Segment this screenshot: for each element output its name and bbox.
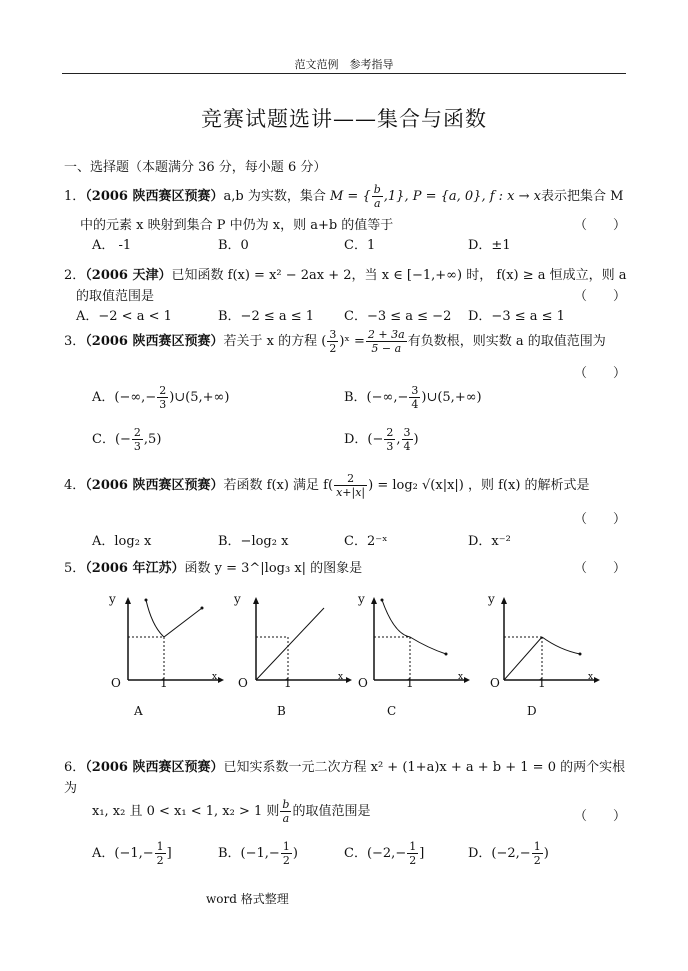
graph-a-curve-left (146, 600, 164, 637)
q1-num: 1． (64, 189, 86, 204)
q6-line3 (92, 798, 370, 825)
q1-source: （2006 陕西赛区预赛） (85, 189, 224, 204)
q3-answer-paren: （ ） (574, 366, 627, 381)
q3-opt-d-pre: D．(− (344, 432, 384, 447)
q3-opt-d-frac2 (402, 426, 413, 453)
graph-a-label: A (134, 704, 143, 718)
q3-opt-a-pre: A．(−∞,− (92, 390, 157, 405)
q1-fraction (372, 183, 383, 210)
q6-opt-a-pre: A．(−1,− (92, 846, 154, 861)
q2-opt-c: C．−3 ≤ a ≤ −2 (344, 309, 452, 324)
page-footer: word 格式整理 (206, 892, 289, 906)
graph-c-end-right (445, 653, 448, 656)
q2-stem (64, 264, 627, 283)
q3-opt-d-frac1 (384, 426, 395, 453)
q6-stem (64, 756, 625, 775)
q1-line2: 中的元素 x 映射到集合 P 中仍为 x，则 a+b 的值等于 (80, 218, 394, 233)
graph-c-ylabel: y (358, 592, 365, 606)
q6-opt-a-den: 2 (156, 854, 164, 867)
q1-frac-num: b (373, 183, 381, 196)
q3-opt-a (92, 384, 229, 411)
q1-stem (64, 183, 623, 210)
graph-c-curve (382, 600, 446, 654)
q3-opt-d-num1: 2 (386, 426, 394, 439)
q1-set-p: ,1}, P = {a, 0}, f : x → x (383, 189, 541, 204)
graph-b-y-arrow (253, 597, 259, 604)
q5-stem (64, 557, 362, 576)
graph-b-label: B (277, 704, 286, 718)
q4-opt-b: B．−log₂ x (218, 534, 289, 549)
q6-opt-d-post: ) (543, 846, 549, 861)
q6-opt-d-frac (532, 840, 543, 867)
q6-answer-paren: （ ） (574, 809, 627, 824)
q6-fraction (280, 798, 291, 825)
q5-source: （2006 年江苏） (85, 561, 185, 576)
q6-line2: 为 (64, 781, 78, 796)
q6-opt-d-den: 2 (533, 854, 541, 867)
q3-opt-a-post: )∪(5,+∞) (169, 390, 230, 405)
graph-a-x-arrow (218, 677, 224, 683)
q3-frac-rhs-den: 5 − a (371, 342, 402, 355)
q2-opt-d: D．−3 ≤ a ≤ 1 (468, 309, 565, 324)
graph-c-x-arrow (464, 677, 470, 683)
q3-opt-d: D．(− $\frac{2}{3}$ , $\frac{3}{4}$ ) (344, 426, 419, 453)
q2-opt-a: A．−2 < a < 1 (76, 309, 172, 324)
q4-num: 4． (64, 478, 86, 493)
graph-d-ylabel: y (488, 592, 495, 606)
q3-text-c: 有负数根，则实数 a 的取值范围为 (407, 334, 606, 349)
q3-text-a: 若关于 x 的方程 ( (223, 334, 327, 349)
q3-opt-c-num: 2 (133, 426, 141, 439)
graph-a-xlabel: x (212, 672, 218, 682)
q2-source: （2006 天津） (85, 268, 172, 283)
graph-c-origin: O (358, 676, 368, 690)
q6-opt-b-frac (281, 840, 292, 867)
q3-stem (64, 328, 606, 355)
graph-d-origin: O (490, 676, 500, 690)
q1-frac-den: a (373, 197, 381, 210)
q3-opt-c (92, 426, 161, 453)
q3-opt-a-frac (157, 384, 168, 411)
q1-text-c: 表示把集合 M (541, 189, 624, 204)
q1-text-a: a,b 为实数，集合 (223, 189, 326, 204)
graph-a-end-right (201, 607, 204, 610)
q3-frac-base (327, 328, 338, 355)
q5-answer-paren: （ ） (574, 561, 627, 576)
q3-opt-c-den: 3 (133, 440, 141, 453)
q3-source: （2006 陕西赛区预赛） (85, 334, 224, 349)
q3-opt-d-post: ) (413, 432, 419, 447)
q3-frac-base-num: 3 (329, 328, 337, 341)
q2-answer-paren: （ ） (574, 289, 627, 304)
q4-frac-num: 2 (334, 472, 367, 486)
q1-answer-paren: （ ） (574, 218, 627, 233)
q4-text-b: ) = log₂ √(x|x|) ，则 f(x) 的解析式是 (368, 478, 590, 493)
graph-a-origin: O (111, 676, 121, 690)
q3-opt-d-den1: 3 (386, 440, 394, 453)
graph-d-y-arrow (501, 597, 507, 604)
q6-opt-b-num: 1 (282, 840, 290, 853)
q1-opt-a: A． -1 (92, 238, 132, 253)
graph-d-curve (542, 637, 580, 654)
q6-opt-c-post: ] (419, 846, 425, 861)
graph-b-line (256, 608, 324, 680)
q3-frac-rhs (366, 328, 407, 355)
section-heading: 一、选择题（本题满分 36 分，每小题 6 分） (64, 160, 327, 175)
graph-d-line (504, 637, 542, 680)
q3-opt-a-num: 2 (159, 384, 167, 397)
q3-opt-b-pre: B．(−∞,− (344, 390, 409, 405)
q4-source: （2006 陕西赛区预赛） (85, 478, 224, 493)
graph-a-curve-right (164, 608, 202, 637)
graph-c-xlabel: x (458, 672, 464, 682)
q6-num: 6． (64, 760, 86, 775)
q6-opt-a-num: 1 (156, 840, 164, 853)
graph-b-one: 1 (284, 676, 292, 690)
q4-opt-c: C．2⁻ˣ (344, 534, 388, 549)
q6-opt-c-den: 2 (409, 854, 417, 867)
q1-opt-c: C．1 (344, 238, 376, 253)
q4-text-a: 若函数 f(x) 满足 f( (223, 478, 334, 493)
q4-opt-d: D．x⁻² (468, 534, 511, 549)
page-header: 范文范例 参考指导 (294, 58, 394, 71)
q3-opt-b-den: 4 (411, 398, 419, 411)
graph-d-xlabel: x (588, 672, 594, 682)
q3-frac-rhs-num: 2 + 3a (367, 328, 405, 341)
q6-frac-den: a (282, 812, 290, 825)
q6-opt-a-frac (155, 840, 166, 867)
graph-d-label: D (527, 704, 537, 718)
page-title: 竞赛试题选讲——集合与函数 (201, 107, 487, 131)
q3-opt-d-den2: 4 (403, 440, 411, 453)
graph-d-x-arrow (594, 677, 600, 683)
graph-c-end-left (381, 599, 384, 602)
q2-num: 2． (64, 268, 86, 283)
q6-opt-c-frac (407, 840, 418, 867)
q4-opt-a: A．log₂ x (92, 534, 152, 549)
q2-line2: 的取值范围是 (76, 289, 155, 304)
q6-opt-b-post: ) (292, 846, 298, 861)
q3-num: 3． (64, 334, 86, 349)
q3-text-b: )ˣ = (339, 334, 365, 349)
q4-answer-paren: （ ） (574, 512, 627, 527)
q5-num: 5． (64, 561, 86, 576)
q5-text: 函数 y = 3^|log₃ x| 的图象是 (184, 561, 363, 576)
graph-b-ylabel: y (234, 592, 241, 606)
q3-opt-c-pre: C．(− (92, 432, 131, 447)
q6-opt-d-pre: D．(−2,− (468, 846, 531, 861)
q6-opt-b (218, 840, 298, 867)
graph-c-y-arrow (371, 597, 377, 604)
header-rule (62, 73, 626, 74)
q6-opt-c (344, 840, 424, 867)
graph-a-ylabel: y (109, 592, 116, 606)
q6-opt-a (92, 840, 172, 867)
q2-opt-b: B．−2 ≤ a ≤ 1 (218, 309, 315, 324)
q1-opt-d: D．±1 (468, 238, 511, 253)
q6-opt-b-pre: B．(−1,− (218, 846, 280, 861)
q3-frac-base-den: 2 (329, 342, 337, 355)
q3-opt-b-frac (409, 384, 420, 411)
q6-text: 已知实系数一元二次方程 x² + (1+a)x + a + b + 1 = 0 的两个实根 (223, 760, 626, 775)
q3-opt-d-num2: 3 (403, 426, 411, 439)
q4-fraction (334, 472, 367, 499)
q2-text: 已知函数 f(x) = x² − 2ax + 2，当 x ∈ [−1,+∞) 时， f(x) ≥ a 恒成立，则 a (171, 268, 627, 283)
q6-opt-b-den: 2 (282, 854, 290, 867)
graph-a-y-arrow (125, 597, 131, 604)
graph-b-xlabel: x (338, 672, 344, 682)
graph-d-one: 1 (538, 676, 546, 690)
q4-stem (64, 472, 590, 499)
q1-set-m: M = { (329, 189, 371, 204)
graph-c-one: 1 (406, 676, 414, 690)
q6-opt-c-num: 1 (409, 840, 417, 853)
graph-a-one: 1 (160, 676, 168, 690)
graph-c-label: C (387, 704, 397, 718)
graph-a-end-left (145, 599, 148, 602)
q6-opt-c-pre: C．(−2,− (344, 846, 407, 861)
q3-opt-b-num: 3 (411, 384, 419, 397)
q3-opt-c-post: ,5) (143, 432, 162, 447)
q3-opt-a-den: 3 (159, 398, 167, 411)
q6-line3-a: x₁, x₂ 且 0 < x₁ < 1, x₂ > 1 则 (92, 804, 280, 819)
q6-opt-d (468, 840, 549, 867)
graph-b-origin: O (238, 676, 248, 690)
q3-opt-b (344, 384, 482, 411)
q3-opt-b-post: )∪(5,+∞) (421, 390, 482, 405)
q6-source: （2006 陕西赛区预赛） (85, 760, 224, 775)
q1-opt-b: B．0 (218, 238, 249, 253)
q3-opt-c-frac (132, 426, 143, 453)
q6-line3-b: 的取值范围是 (292, 804, 371, 819)
graph-d-end-right (579, 653, 582, 656)
q6-frac-num: b (282, 798, 290, 811)
q6-opt-d-num: 1 (533, 840, 541, 853)
q4-frac-den: x+|x| (336, 486, 366, 499)
q6-opt-a-post: ] (166, 846, 172, 861)
